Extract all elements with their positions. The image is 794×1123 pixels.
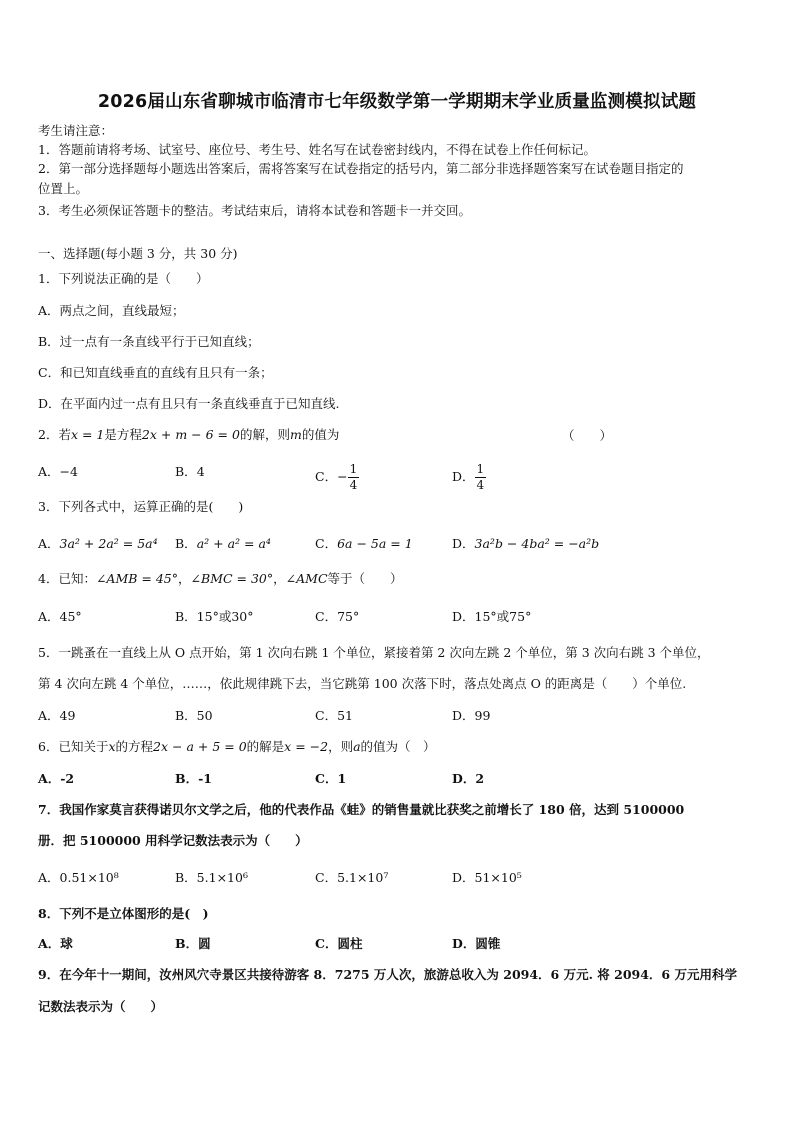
q2-eq2: 2x + m − 6 = 0 — [141, 427, 240, 442]
q6-stem — [38, 738, 436, 756]
q2-option-b-value: 4 — [196, 464, 205, 479]
q7-options — [38, 868, 758, 888]
q1-stem: 1．下列说法正确的是（ ） — [38, 271, 209, 286]
q6-option-c: C．1 — [315, 771, 347, 786]
q3-option-c-value: 6a − 5a = 1 — [337, 536, 413, 551]
q2-options — [38, 462, 758, 492]
q2-post2: 的值为 — [301, 427, 340, 442]
q2-answer-paren: （ ） — [562, 428, 613, 443]
q6-post-1: 的解是 — [246, 739, 285, 754]
q6-post-2: ，则 — [328, 739, 354, 754]
q7-option-b: B．5.1×10⁶ — [175, 870, 248, 885]
q2-option-d-denominator: 4 — [476, 478, 485, 492]
q4-option-a: A．45° — [38, 609, 82, 624]
q4-angle-bmc: ∠BMC = 30° — [190, 571, 274, 586]
q4-post: 等于（ ） — [327, 571, 403, 586]
q9-stem-line-1: 9．在今年十一期间，汝州风穴寺景区共接待游客 8．7275 万人次，旅游总收入为 2094．6 万元. 将 2094．6 万元用科学 — [38, 967, 737, 982]
q1-option-b: B．过一点有一条直线平行于已知直线； — [38, 334, 260, 349]
q4-options — [38, 607, 758, 627]
q3-option-c-label: C． — [315, 536, 338, 551]
q6-post-3: 的值为（ ） — [360, 739, 436, 754]
q2-eq1: x = 1 — [70, 427, 105, 442]
q2-option-a-value: −4 — [59, 464, 78, 479]
q6-options — [38, 769, 758, 789]
q2-option-b-label: B． — [175, 464, 197, 479]
q6-option-a: A．-2 — [38, 771, 75, 786]
q2-stem — [38, 426, 339, 444]
q2-option-c-denominator: 4 — [349, 478, 358, 492]
q6-option-b: B．-1 — [175, 771, 212, 786]
q2-option-c-numerator: 1 — [349, 462, 358, 476]
q6-solution: x = −2 — [284, 739, 329, 754]
q1-option-d: D．在平面内过一点有且只有一条直线垂直于已知直线. — [38, 396, 340, 411]
q5-stem-line-2: 第 4 次向左跳 4 个单位，……，依此规律跳下去，当它跳第 100 次落下时，落点处离点 O 的距离是（ ）个单位. — [38, 676, 687, 691]
q3-option-b — [175, 534, 271, 554]
q3-option-a-label: A． — [38, 536, 60, 551]
q7-stem-line-2: 册．把 5100000 用科学记数法表示为（ ） — [38, 833, 308, 848]
q5-option-c: C．51 — [315, 708, 353, 723]
q3-option-c — [315, 534, 413, 554]
q4-angle-amb: ∠AMB = 45° — [95, 571, 179, 586]
q2-mid: 是方程 — [104, 427, 142, 442]
notice-item-2-cont: 位置上。 — [38, 181, 89, 196]
q8-stem: 8．下列不是立体图形的是( ) — [38, 906, 209, 921]
q5-option-a: A．49 — [38, 708, 76, 723]
q3-option-b-value: a² + a² = a⁴ — [196, 536, 271, 551]
notice-item-2: 2．第一部分选择题每小题选出答案后，需将答案写在试卷指定的括号内，第二部分非选择题答案写在试卷题目指定的 — [38, 161, 684, 176]
q6-equation: 2x − a + 5 = 0 — [153, 739, 247, 754]
section-heading: 一、选择题(每小题 3 分，共 30 分) — [38, 246, 238, 261]
q2-option-d — [452, 462, 486, 493]
q2-option-c — [315, 462, 359, 493]
q2-option-c-sign: − — [337, 469, 348, 484]
q7-option-c: C．5.1×10⁷ — [315, 870, 389, 885]
q4-option-d: D．15°或75° — [452, 609, 532, 624]
q2-pre: 2．若 — [38, 427, 71, 442]
q1-option-a: A．两点之间，直线最短； — [38, 303, 185, 318]
q3-option-d — [452, 534, 599, 554]
q6-option-d: D．2 — [452, 771, 485, 786]
q2-option-c-label: C． — [315, 469, 338, 484]
q7-option-d: D．51×10⁵ — [452, 870, 522, 885]
q2-option-d-fraction — [475, 462, 487, 493]
q3-option-a-value: 3a² + 2a² = 5a⁴ — [59, 536, 158, 551]
q5-options — [38, 706, 758, 726]
q4-pre: 4．已知： — [38, 571, 96, 586]
q8-option-a: A．球 — [38, 936, 73, 951]
q8-option-d: D．圆锥 — [452, 936, 501, 951]
q6-var-a: a — [353, 739, 361, 754]
q2-option-a-label: A． — [38, 464, 60, 479]
q3-stem: 3．下列各式中，运算正确的是( ) — [38, 499, 244, 514]
q1-option-c: C．和已知直线垂直的直线有且只有一条； — [38, 365, 273, 380]
q4-angle-amc: ∠AMC — [285, 571, 328, 586]
q3-options — [38, 534, 758, 554]
q4-option-c: C．75° — [315, 609, 360, 624]
q3-option-a — [38, 534, 158, 554]
q2-option-c-fraction — [348, 462, 360, 493]
q7-stem-line-1: 7．我国作家莫言获得诺贝尔文学之后，他的代表作品《蛙》的销售量就比获奖之前增长了 180 倍，达到 5100000 — [38, 802, 685, 817]
q5-option-b: B．50 — [175, 708, 213, 723]
q4-sep-1: ， — [178, 571, 191, 586]
q8-options — [38, 934, 758, 954]
q4-sep-2: ， — [273, 571, 286, 586]
q2-option-a — [38, 462, 78, 482]
notice-item-3: 3．考生必须保证答题卡的整洁。考试结束后，请将本试卷和答题卡一并交回。 — [38, 203, 471, 218]
q4-option-b: B．15°或30° — [175, 609, 254, 624]
q6-var-x: x — [108, 739, 116, 754]
q3-option-d-value: 3a²b − 4ba² = −a²b — [474, 536, 600, 551]
q8-option-b: B．圆 — [175, 936, 211, 951]
q8-option-c: C．圆柱 — [315, 936, 363, 951]
q6-mid: 的方程 — [115, 739, 154, 754]
q3-option-d-label: D． — [452, 536, 475, 551]
q5-stem-line-1: 5．一跳蚤在一直线上从 O 点开始，第 1 次向右跳 1 个单位，紧接着第 2 次向左跳 2 个单位，第 3 次向右跳 3 个单位， — [38, 645, 710, 660]
q7-option-a: A．0.51×10⁸ — [38, 870, 119, 885]
q9-stem-line-2: 记数法表示为（ ） — [38, 999, 164, 1014]
q2-var: m — [289, 427, 302, 442]
q6-pre: 6．已知关于 — [38, 739, 109, 754]
notice-item-1: 1．答题前请将考场、试室号、座位号、考生号、姓名写在试卷密封线内，不得在试卷上作任何标记。 — [38, 142, 596, 157]
q2-post1: 的解，则 — [239, 427, 290, 442]
q2-option-d-label: D． — [452, 469, 475, 484]
q3-option-b-label: B． — [175, 536, 197, 551]
exam-title: 2026届山东省聊城市临清市七年级数学第一学期期末学业质量监测模拟试题 — [97, 92, 697, 112]
q2-option-d-numerator: 1 — [476, 462, 485, 476]
q5-option-d: D．99 — [452, 708, 491, 723]
q2-option-b — [175, 462, 205, 482]
notice-heading: 考生请注意： — [38, 123, 114, 138]
q4-stem — [38, 570, 403, 588]
